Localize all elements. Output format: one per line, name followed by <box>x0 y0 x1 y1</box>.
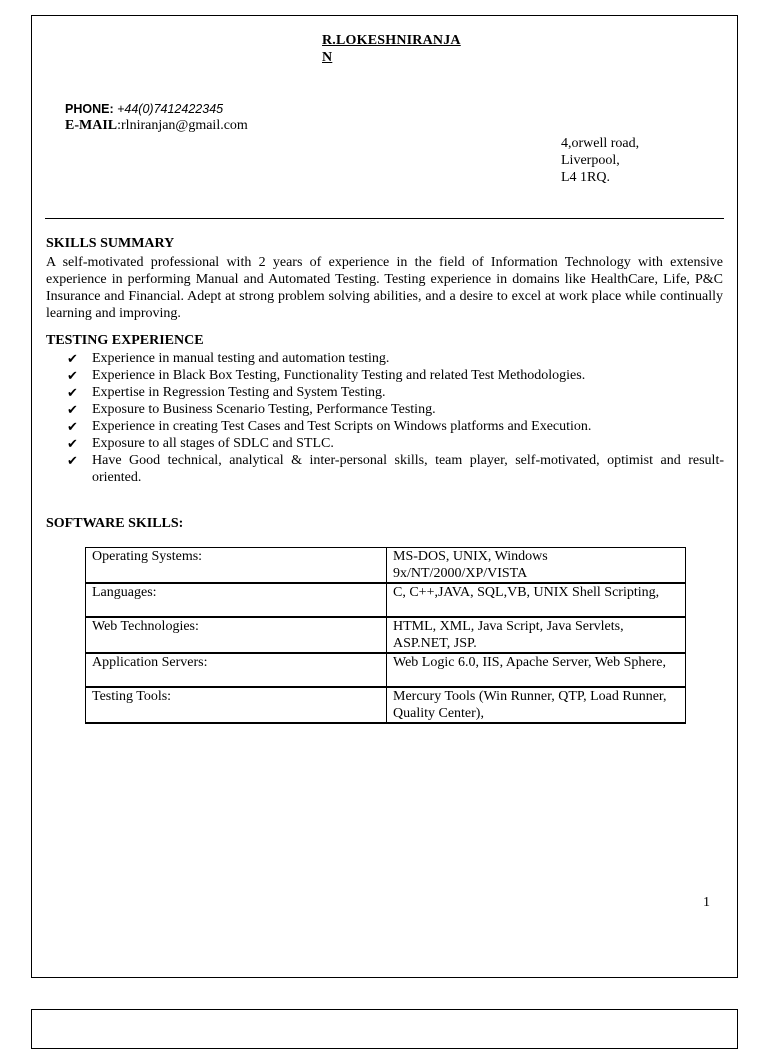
list-item <box>67 418 724 435</box>
phone-label: PHONE: <box>65 102 114 116</box>
table-cell-value: MS-DOS, UNIX, Windows 9x/NT/2000/XP/VISTA <box>387 548 686 584</box>
address-line: 4,orwell road, <box>561 136 640 151</box>
list-item <box>67 435 724 452</box>
resume-page <box>31 15 738 978</box>
list-item-text: Experience in Black Box Testing, Functionality Testing and related Test Methodologies. <box>92 368 586 383</box>
testing-experience-list <box>67 350 724 486</box>
next-page-top-edge <box>31 1009 738 1049</box>
name-line-2: N <box>322 50 333 65</box>
checkmark-icon: ✔ <box>67 368 78 383</box>
table-row <box>86 583 686 617</box>
list-item <box>67 367 724 384</box>
address-line: Liverpool, <box>561 153 620 168</box>
checkmark-icon: ✔ <box>67 385 78 400</box>
list-item-text: Experience in creating Test Cases and Test Scripts on Windows platforms and Execution. <box>92 419 592 434</box>
checkmark-icon: ✔ <box>67 436 78 451</box>
list-item-text: Have Good technical, analytical & inter-personal skills, team player, self-motivated, optimist and result-oriented. <box>92 453 724 485</box>
checkmark-icon: ✔ <box>67 419 78 434</box>
address-line: L4 1RQ. <box>561 170 610 185</box>
checkmark-icon: ✔ <box>67 402 78 417</box>
page-number: 1 <box>703 895 710 910</box>
list-item-text: Exposure to all stages of SDLC and STLC. <box>92 436 334 451</box>
email-label: E-MAIL <box>65 118 118 133</box>
skills-summary-text: A self-motivated professional with 2 years of experience in the field of Information Technology with extensive experience in performing Manual and Automated Testing. Testing experience in domains like HealthCare, Life, P&C Insurance and Financial. Adept at strong problem solving abilities, and a desire to excel at work place while continually learning and improving. <box>46 255 723 321</box>
table-cell-label: Languages: <box>86 583 387 617</box>
software-skills-table <box>85 547 686 724</box>
table-cell-label: Operating Systems: <box>86 548 387 584</box>
checkmark-icon: ✔ <box>67 351 78 366</box>
candidate-name <box>322 32 482 66</box>
list-item <box>67 384 724 401</box>
name-line-1: R.LOKESHNIRANJA <box>322 33 461 48</box>
list-item <box>67 350 724 367</box>
table-cell-value: Web Logic 6.0, IIS, Apache Server, Web Sphere, <box>387 653 686 687</box>
phone-value: +44(0)7412422345 <box>113 102 224 116</box>
list-item <box>67 452 724 486</box>
table-row <box>86 687 686 723</box>
table-cell-value: HTML, XML, Java Script, Java Servlets, ASP.NET, JSP. <box>387 617 686 653</box>
list-item-text: Exposure to Business Scenario Testing, Performance Testing. <box>92 402 436 417</box>
table-cell-label: Web Technologies: <box>86 617 387 653</box>
table-row <box>86 548 686 584</box>
skills-summary-heading: SKILLS SUMMARY <box>46 236 175 251</box>
phone-line <box>65 102 223 116</box>
header-divider <box>45 218 724 219</box>
table-cell-label: Testing Tools: <box>86 687 387 723</box>
email-line <box>65 118 248 134</box>
testing-experience-heading: TESTING EXPERIENCE <box>46 333 204 348</box>
list-item <box>67 401 724 418</box>
table-cell-value: C, C++,JAVA, SQL,VB, UNIX Shell Scripting, <box>387 583 686 617</box>
email-value: :rlniranjan@gmail.com <box>117 118 248 133</box>
software-skills-heading: SOFTWARE SKILLS: <box>46 516 184 531</box>
table-cell-label: Application Servers: <box>86 653 387 687</box>
checkmark-icon: ✔ <box>67 453 78 468</box>
list-item-text: Experience in manual testing and automation testing. <box>92 351 390 366</box>
table-row <box>86 653 686 687</box>
list-item-text: Expertise in Regression Testing and System Testing. <box>92 385 386 400</box>
postal-address <box>561 135 639 186</box>
table-row <box>86 617 686 653</box>
table-cell-value: Mercury Tools (Win Runner, QTP, Load Runner, Quality Center), <box>387 687 686 723</box>
